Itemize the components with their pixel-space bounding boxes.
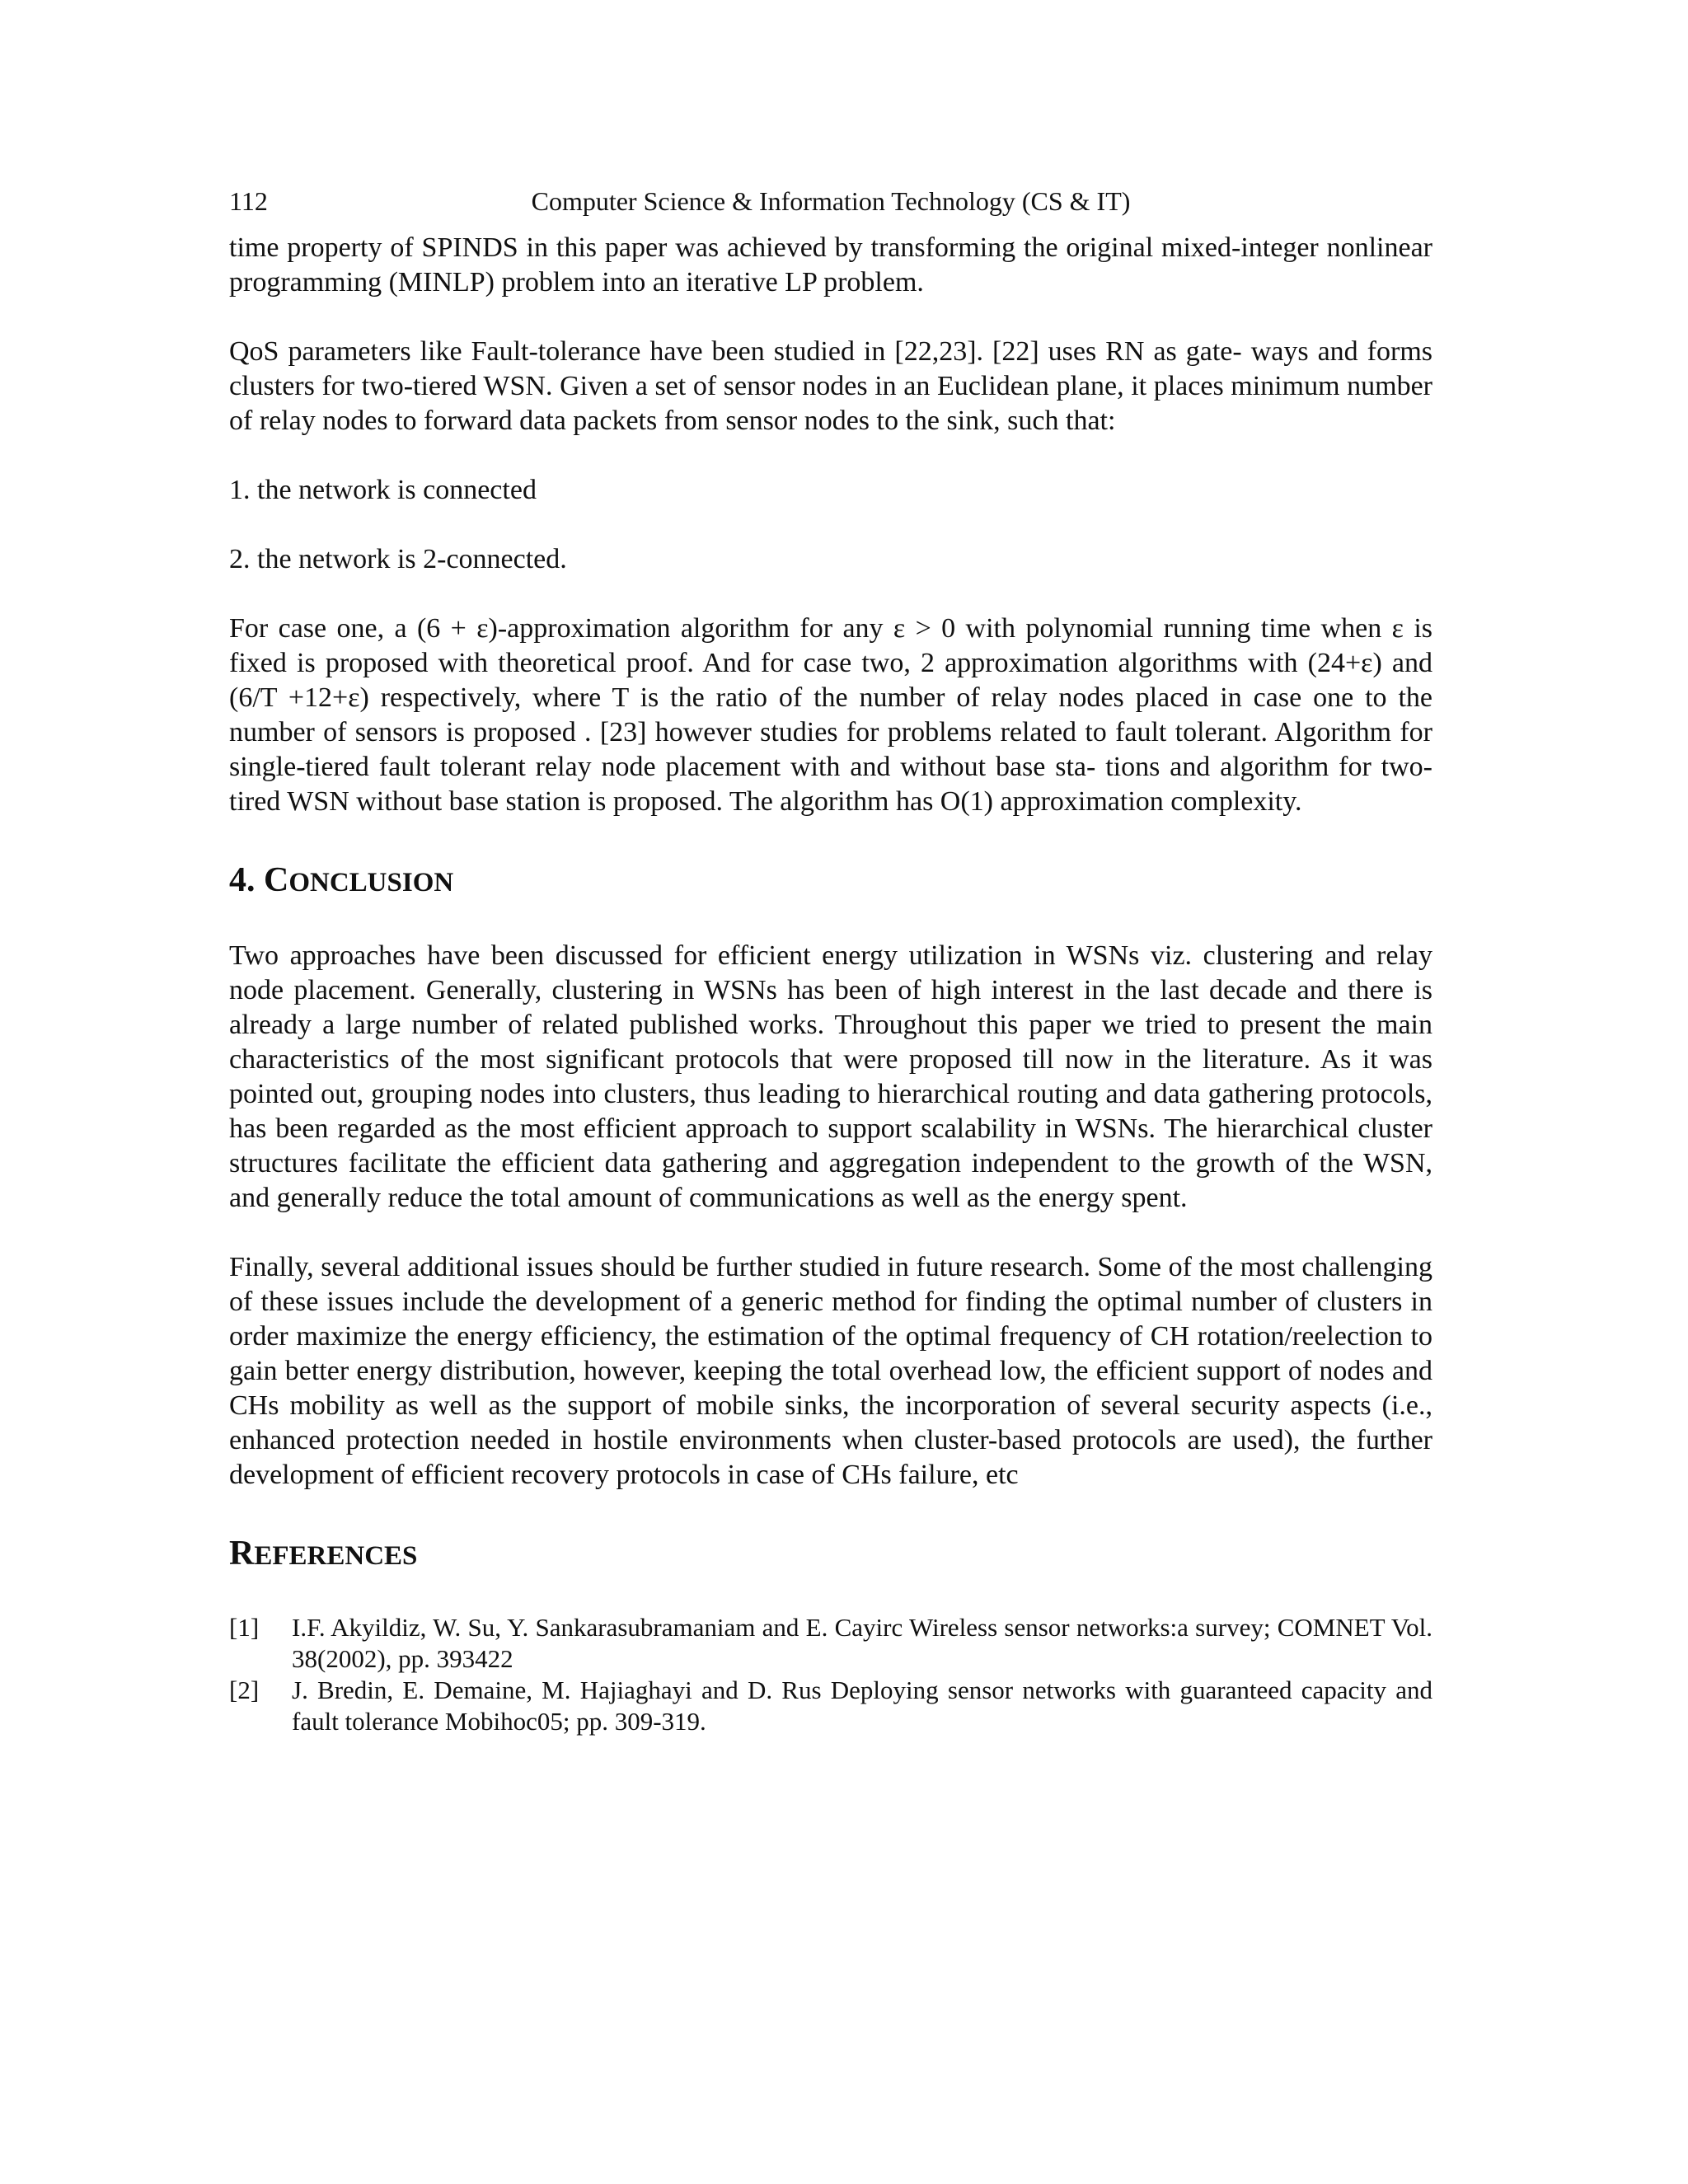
section-heading-references: [229, 1530, 1432, 1579]
reference-item: [229, 1675, 1432, 1737]
paragraph-conclusion-1: Two approaches have been discussed for efficient energy utilization in WSNs viz. clustering and relay node placement. Generally, clustering in WSNs has been of high interest in the last decade and there is already a large number of related published works. Throughout this paper we tried to present the main characteristics of the most significant protocols that were proposed till now in the literature. As it was pointed out, grouping nodes into clusters, thus leading to hierarchical routing and data gathering protocols, has been regarded as the most efficient approach to support scalability in WSNs. The hierarchical cluster structures facilitate the efficient data gathering and aggregation independent to the growth of the WSN, and generally reduce the total amount of communications as well as the energy spent.: [229, 940, 1432, 1213]
reference-number: [2]: [229, 1675, 260, 1704]
heading-conclusion-lead: 4. C: [229, 861, 289, 899]
reference-list: [229, 1612, 1432, 1737]
reference-text: J. Bredin, E. Demaine, M. Hajiaghayi and D. Rus Deploying sensor networks with guaranteed capacity and fault tolerance Mobihoc05; pp. 309-319.: [292, 1675, 1432, 1736]
reference-item: [229, 1612, 1432, 1675]
running-header: [229, 181, 1432, 219]
reference-text: I.F. Akyildiz, W. Su, Y. Sankarasubramaniam and E. Cayirc Wireless sensor networks:a survey; COMNET Vol. 38(2002), pp. 393422: [292, 1613, 1432, 1673]
section-heading-conclusion: [229, 857, 1432, 906]
reference-number: [1]: [229, 1613, 260, 1642]
list-item-2-connected: 2. the network is 2-connected.: [229, 544, 567, 574]
paragraph-conclusion-2: Finally, several additional issues should be further studied in future research. Some of the most challenging of these issues include the development of a generic method for finding the optimal number of clusters in order maximize the energy efficiency, the estimation of the optimal frequency of CH rotation/reelection to gain better energy distribution, however, keeping the total overhead low, the efficient support of nodes and CHs mobility as well as the support of mobile sinks, the incorporation of several security aspects (i.e., enhanced protection needed in hostile environments when cluster-based protocols are used), the further development of efficient recovery protocols in case of CHs failure, etc: [229, 1252, 1432, 1490]
heading-references-lead: R: [229, 1535, 255, 1572]
paragraph-spinds: time property of SPINDS in this paper was achieved by transforming the original mixed-integer nonlinear programming (MINLP) problem into an iterative LP problem.: [229, 232, 1432, 298]
body-text: [229, 231, 1432, 1737]
paragraph-approximation: For case one, a (6 + ε)-approximation algorithm for any ε > 0 with polynomial running time when ε is fixed is proposed with theoretical proof. And for case two, 2 approximation algorithms with (24+ε) and (6/T +12+ε) respectively, where T is the ratio of the number of relay nodes placed in case one to the number of sensors is proposed . [23] however studies for problems related to fault tolerant. Algorithm for single-tiered fault tolerant relay node placement with and without base sta- tions and algorithm for two-tired WSN without base station is proposed. The algorithm has O(1) approximation complexity.: [229, 613, 1432, 817]
heading-references-rest: EFERENCES: [254, 1541, 418, 1571]
page-number: 112: [229, 186, 268, 216]
list-item-connected: 1. the network is connected: [229, 475, 537, 505]
paragraph-qos: QoS parameters like Fault-tolerance have been studied in [22,23]. [22] uses RN as gate- ways and forms clusters for two-tiered WSN. Given a set of sensor nodes in an Euclidean plane, it places minimum number of relay nodes to forward data packets from sensor nodes to the sink, such that:: [229, 336, 1432, 436]
heading-conclusion-rest: ONCLUSION: [288, 868, 454, 898]
journal-title: Computer Science & Information Technology (CS & IT): [531, 186, 1131, 216]
